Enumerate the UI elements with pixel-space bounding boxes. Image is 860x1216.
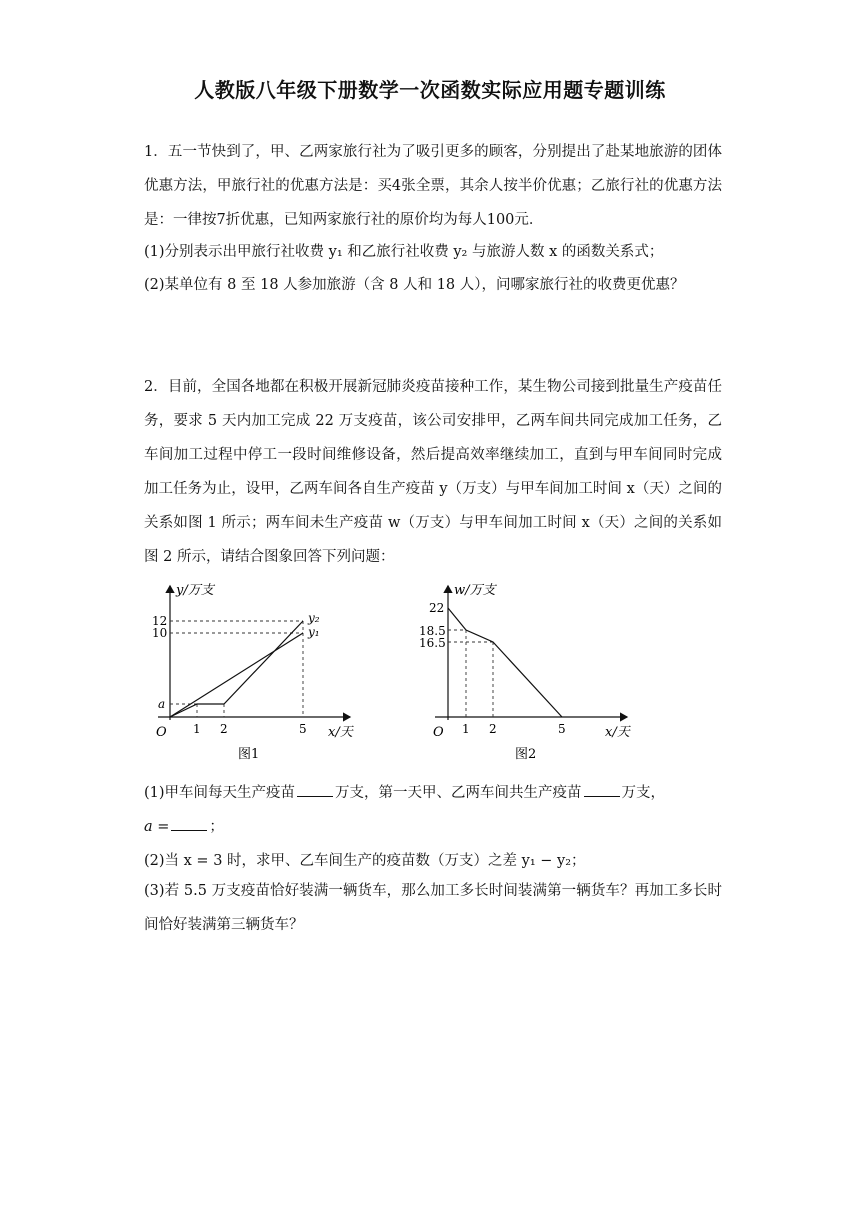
series-y2 <box>170 621 303 717</box>
xtick-5: 5 <box>558 722 566 736</box>
y-axis-label: w/万支 <box>454 583 496 598</box>
figure-2 <box>405 578 645 768</box>
origin-label: O <box>433 725 444 740</box>
series-w <box>448 608 562 717</box>
answer-blank-3[interactable] <box>171 816 207 831</box>
xtick-2: 2 <box>489 722 497 736</box>
q2-part2: (2)当 x = 3 时，求甲、乙车间生产的疫苗数（万支）之差 y₁ − y₂； <box>144 853 586 869</box>
page-title: 人教版八年级下册数学一次函数实际应用题专题训练 <box>194 78 666 102</box>
ytick-10: 10 <box>152 626 168 640</box>
q1-stem: 1．五一节快到了，甲、乙两家旅行社为了吸引更多的顾客，分别提出了赴某地旅游的团体优惠方法，甲旅行社的优惠方法是：买4张全票，其余人按半价优惠；乙旅行社的优惠方法是：一律按7折优惠，已知两家旅行社的原价均为每人100元． <box>144 144 722 228</box>
q1-part2: (2)某单位有 8 至 18 人参加旅游（含 8 人和 18 人），问哪家旅行社的收费更优惠？ <box>144 277 685 293</box>
x-axis-label: x/天 <box>328 725 353 740</box>
q2-part3: (3)若 5.5 万支疫苗恰好装满一辆货车，那么加工多长时间装满第一辆货车？再加工多长时间恰好装满第三辆货车？ <box>144 883 722 933</box>
answer-blank-2[interactable] <box>584 782 620 797</box>
ytick-16-5: 16.5 <box>419 636 446 650</box>
q2-stem: 2．目前，全国各地都在积极开展新冠肺炎疫苗接种工作，某生物公司接到批量生产疫苗任务，要求 5 天内加工完成 22 万支疫苗，该公司安排甲，乙两车间共同完成加工任务，乙车间加工过程中停工一段时间维修设备，然后提高效率继续加工，直到与甲车间同时完成加工任务为止，设甲，乙两车间各自生产疫苗 y（万支）与甲车间加工时间 x（天）之间的关系如图 1 所示；两车间未生产疫苗 w（万支）与甲车间加工时间 x（天）之间的关系如图 2 所示，请结合图象回答下列问题： <box>144 379 722 565</box>
figure-1-caption: 图1 <box>238 747 260 762</box>
series-label-y2: y₂ <box>308 611 320 625</box>
xtick-5: 5 <box>299 722 307 736</box>
xtick-1: 1 <box>462 722 470 736</box>
answer-blank-1[interactable] <box>297 782 333 797</box>
ytick-12: 12 <box>152 614 168 628</box>
ytick-18-5: 18.5 <box>419 624 446 638</box>
origin-label: O <box>156 725 167 740</box>
q2-part1-line1: (1)甲车间每天生产疫苗 万支，第一天甲、乙两车间共生产疫苗 万支， <box>144 782 665 804</box>
figure-2-caption: 图2 <box>515 747 537 762</box>
series-y1 <box>170 633 303 717</box>
ytick-a: a <box>158 697 166 711</box>
ytick-22: 22 <box>429 601 445 615</box>
figure-1 <box>140 578 370 768</box>
xtick-1: 1 <box>193 722 201 736</box>
series-label-y1: y₁ <box>308 625 320 639</box>
x-axis-label: x/天 <box>605 725 630 740</box>
xtick-2: 2 <box>220 722 228 736</box>
y-axis-label: y/万支 <box>176 583 214 598</box>
q1-part1: (1)分别表示出甲旅行社收费 y₁ 和乙旅行社收费 y₂ 与旅游人数 x 的函数关系式； <box>144 244 664 260</box>
q2-part1-line2: a = ； <box>144 816 224 838</box>
